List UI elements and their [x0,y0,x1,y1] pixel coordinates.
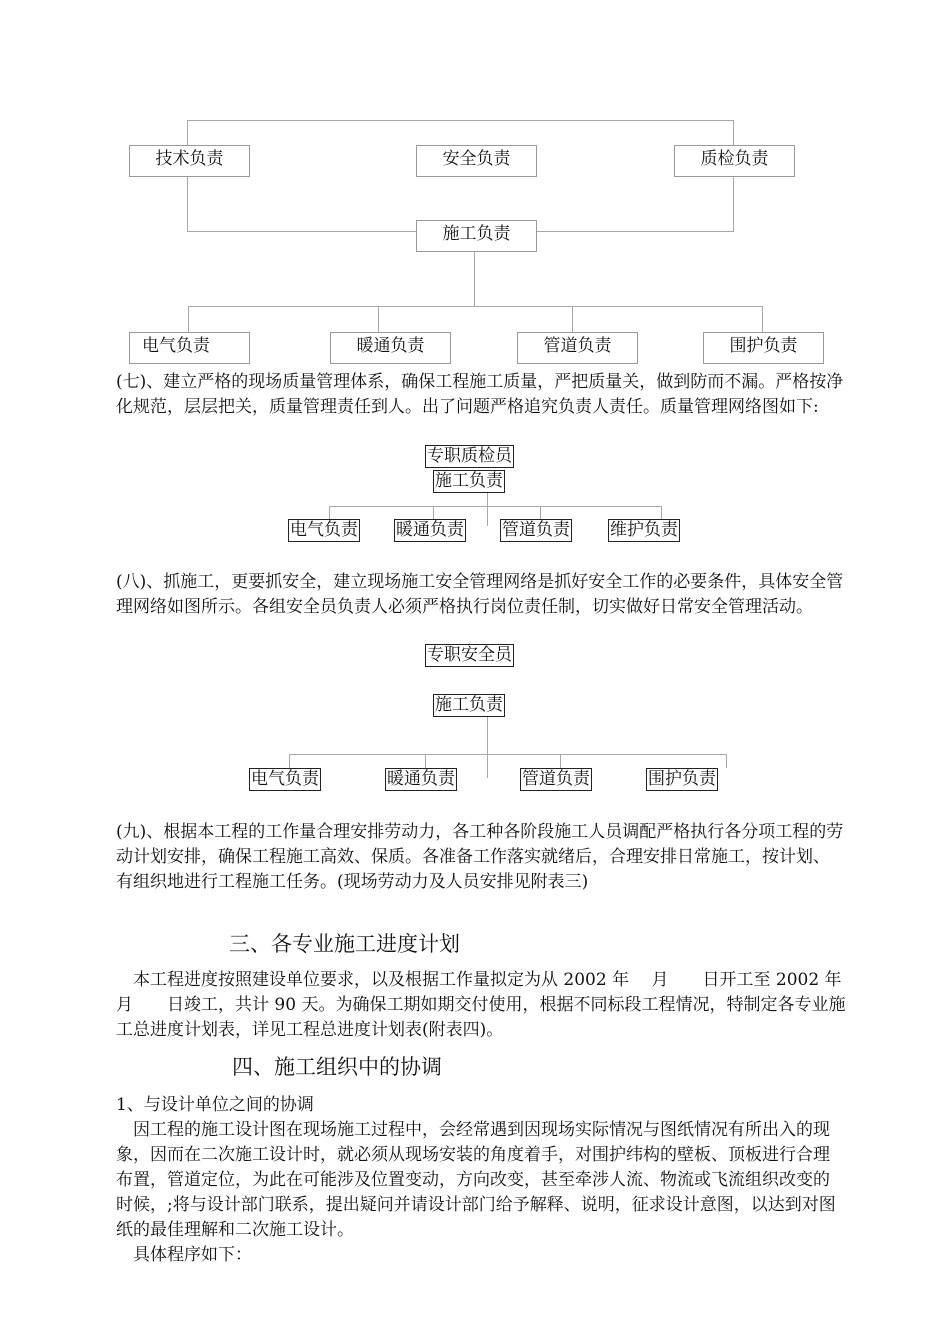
chart1-box-enclosure [703,332,824,364]
chart2-item-pipe: 管道负责 [502,520,570,540]
chart2-item-maintenance: 维护负责 [610,520,678,540]
chart2-item-hvac: 暖通负责 [396,520,464,540]
chart1-box-hvac [330,332,451,364]
chart3-top-box: 专职安全员 [427,645,512,665]
section-9-paragraph: (九)、根据本工程的工作量合理安排劳动力，各工种各阶段施工人员调配严格执行各分项工程的劳动计划安排，确保工程施工高效、保质。各准备工作落实就绪后，合理安排日常施工，按计划、有组织地进行工程施工任务。(现场劳动力及人员安排见附表三) [116,822,844,892]
chart3-item-pipe: 管道负责 [522,769,590,789]
chart1-box-label: 围护负责 [729,336,798,356]
chart1-box-label: 施工负责 [442,224,511,244]
chart3-middle-box: 施工负责 [435,695,503,715]
chart3-item-electric: 电气负责 [251,769,319,789]
chart1-box-pipe [517,332,638,364]
procedure-label: 具体程序如下： [116,1245,252,1265]
chart1-box-tech [129,145,250,177]
progress-paragraph: 本工程进度按照建设单位要求，以及根据工作量拟定为从 2002 年 月 日开工至 2002 年 月 日竣工，共计 90 天。为确保工期如期交付使用，根据不同标段工程情况，特制定各专业施工总进度计划表，详见工程总进度计划表(附表四)。 [116,970,864,1040]
chart1-box-label: 电气负责 [142,336,210,356]
chart2-middle-box: 施工负责 [435,471,503,491]
coordination-paragraph: 因工程的施工设计图在现场施工过程中，会经常遇到因现场实际情况与图纸情况有所出入的现象，因而在二次施工设计时，就必须从现场安装的角度着手，对围护纬构的壁板、顶板进行合理布置，管道定位，为此在可能涉及位置变动，方向改变，甚至牵涉人流、物流或飞流组织改变的时候，;将与设计部门联系，提出疑问并请设计部门给予解释、说明，征求设计意图，以达到对图纸的最佳理解和二次施工设计。 [116,1120,836,1240]
chart1-box-safety [416,145,537,177]
chart3-item-hvac: 暖通负责 [387,769,455,789]
coordination-subtitle: 1、与设计单位之间的协调 [116,1095,314,1115]
chart1-box-label: 技术负责 [155,149,224,169]
section-8-paragraph: (八)、抓施工，更要抓安全，建立现场施工安全管理网络是抓好安全工作的必要条件，具体安全管理网络如图所示。各组安全员负责人必须严格执行岗位责任制，切实做好日常安全管理活动。 [116,572,844,617]
chart1-box-label: 质检负责 [700,149,769,169]
chart1-box-center [416,220,537,252]
chart1-box-label: 安全负责 [442,149,511,169]
chart2-item-electric: 电气负责 [290,520,358,540]
heading-coordination: 四、施工组织中的协调 [232,1055,442,1079]
chart1-box-label: 暖通负责 [356,336,425,356]
chart1-box-label: 管道负责 [543,336,612,356]
section-7-paragraph: (七)、建立严格的现场质量管理体系，确保工程施工质量，严把质量关，做到防而不漏。严格按净化规范，层层把关，质量管理责任到人。出了问题严格追究负责人责任。质量管理网络图如下: [116,372,844,417]
chart1-box-electric [129,332,250,364]
heading-progress-plan: 三、各专业施工进度计划 [229,932,460,956]
chart3-item-enclosure: 围护负责 [648,769,716,789]
chart1-box-quality [674,145,795,177]
chart2-top-box: 专职质检员 [427,446,512,466]
